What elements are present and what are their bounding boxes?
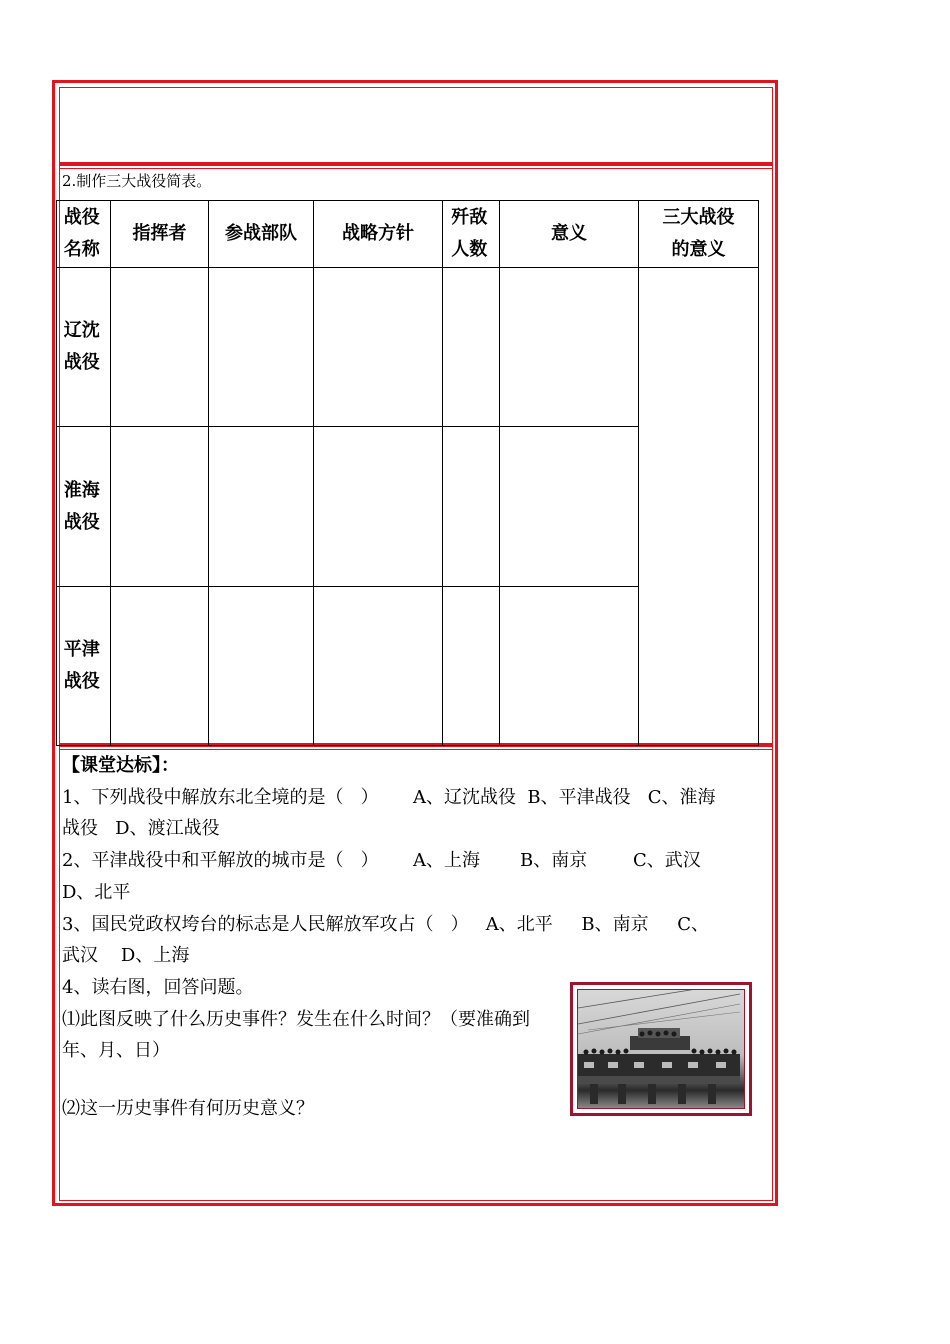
table-cell[interactable] — [500, 586, 639, 745]
table-row — [57, 268, 759, 427]
question-2-line-1: 2、平津战役中和平解放的城市是（ ） A、上海 B、南京 C、武汉 — [62, 850, 701, 872]
table-header-row — [57, 201, 759, 268]
photo-scene-image — [578, 990, 740, 1104]
table-cell[interactable] — [500, 427, 639, 586]
table-cell[interactable] — [111, 268, 209, 427]
table-caption: 2.制作三大战役简表。 — [62, 172, 212, 190]
question-3-line-1: 3、国民党政权垮台的标志是人民解放军攻占（ ） A、北平 B、南京 C、 — [62, 913, 709, 935]
divider-top-thin — [59, 168, 773, 169]
divider-top — [59, 162, 773, 166]
question-1-line-1: 1、下列战役中解放东北全境的是（ ） A、辽沈战役 B、平津战役 C、淮海 — [62, 786, 716, 808]
table-cell[interactable] — [500, 268, 639, 427]
table-cell[interactable] — [443, 427, 500, 586]
table-cell[interactable] — [111, 586, 209, 745]
table-cell[interactable] — [314, 268, 443, 427]
table-cell[interactable] — [209, 586, 314, 745]
question-3-line-2: 武汉 D、上海 — [62, 945, 190, 967]
row-battle-name: 淮海战役 — [57, 427, 111, 586]
header-commander: 指挥者 — [111, 201, 209, 268]
question-1-line-2: 战役 D、渡江战役 — [62, 818, 220, 840]
battles-summary-table — [56, 200, 759, 746]
header-overall-significance: 三大战役的意义 — [639, 201, 759, 268]
question-4-title: 4、读右图，回答问题。 — [62, 976, 254, 998]
question-4-sub-1: ⑴此图反映了什么历史事件？发生在什么时间？（要准确到年、月、日） — [62, 1008, 530, 1062]
header-strategy: 战略方针 — [314, 201, 443, 268]
table-cell[interactable] — [314, 586, 443, 745]
table-cell[interactable] — [209, 427, 314, 586]
overall-significance-cell[interactable] — [639, 268, 759, 746]
table-cell[interactable] — [443, 268, 500, 427]
header-significance: 意义 — [500, 201, 639, 268]
header-enemies-killed: 歼敌人数 — [443, 201, 500, 268]
section-title: 【课堂达标】： — [62, 755, 179, 776]
table-cell[interactable] — [111, 427, 209, 586]
table-cell[interactable] — [209, 268, 314, 427]
row-battle-name: 辽沈战役 — [57, 268, 111, 427]
question-2-line-2: D、北平 — [62, 881, 131, 903]
historical-photo — [578, 990, 744, 1108]
header-battle-name: 战役名称 — [57, 201, 111, 268]
table-cell[interactable] — [314, 427, 443, 586]
historical-photo-frame — [570, 982, 752, 1116]
row-battle-name: 平津战役 — [57, 586, 111, 745]
question-4-sub-2: ⑵这一历史事件有何历史意义？ — [62, 1098, 314, 1120]
table-cell[interactable] — [443, 586, 500, 745]
header-troops: 参战部队 — [209, 201, 314, 268]
